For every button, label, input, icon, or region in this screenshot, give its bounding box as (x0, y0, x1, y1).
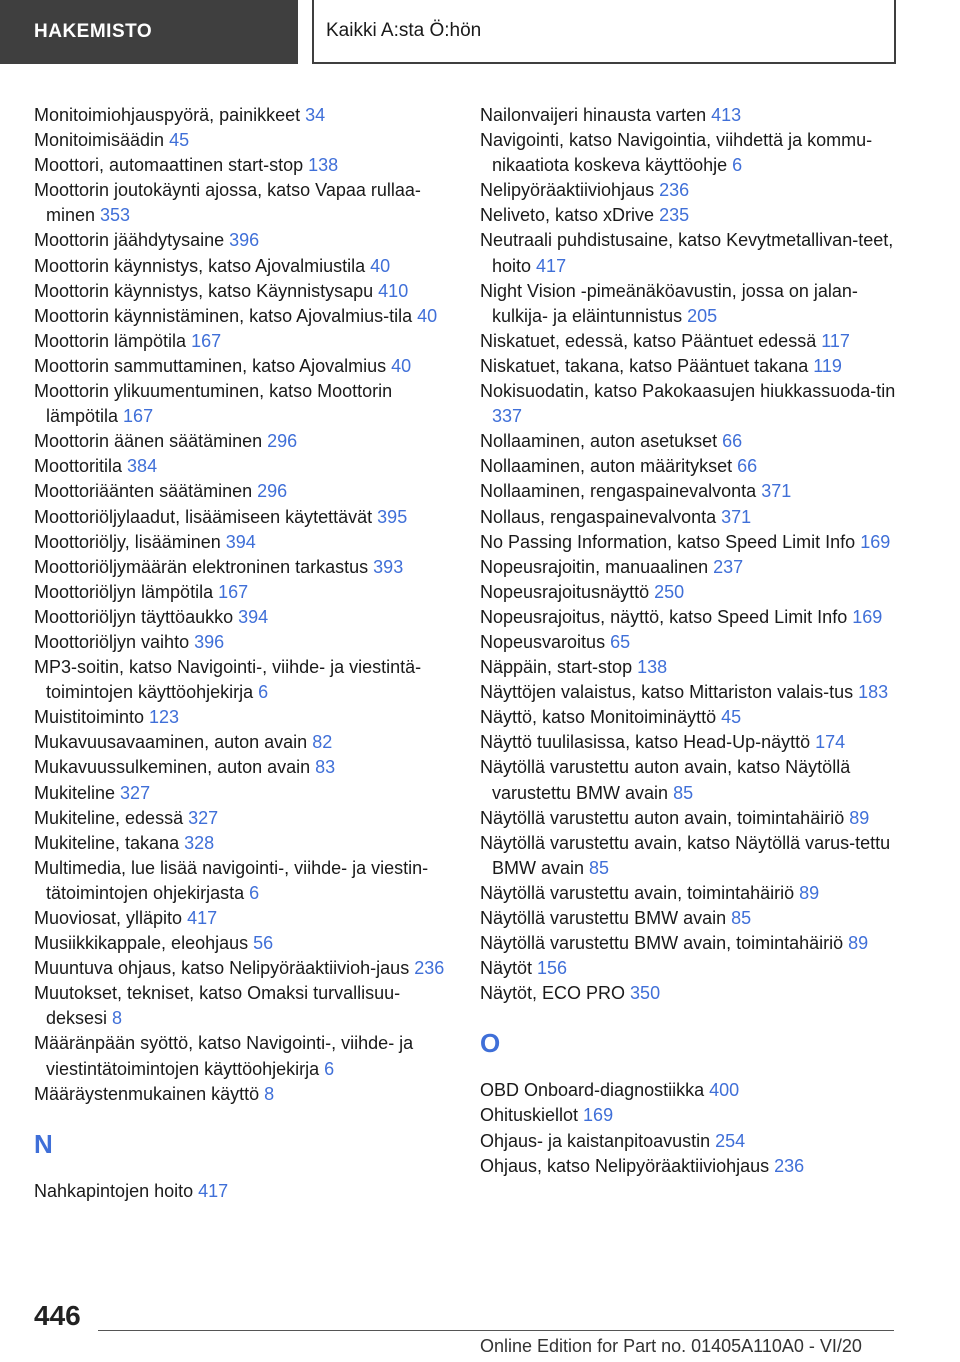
page-reference-link[interactable]: 167 (191, 330, 222, 351)
page-reference-link[interactable]: 66 (737, 456, 758, 477)
index-entry-text: Nelipyöräaktiiviohjaus (480, 180, 660, 201)
index-entry (34, 705, 454, 730)
index-entry-text: Näyttö tuulilasissa, katso Head-Up-näyttö (480, 732, 816, 753)
page-reference-link[interactable]: 371 (761, 481, 792, 502)
page-reference-link[interactable]: 237 (713, 556, 744, 577)
index-entry (480, 680, 900, 705)
index-entry (34, 379, 454, 429)
index-entry-text: Näytöllä varustettu avain, katso Näytöllä varus-tettu BMW avain (480, 832, 891, 878)
page-reference-link[interactable]: 417 (187, 908, 218, 928)
index-entry-text: Ohjaus, katso Nelipyöräaktiiviohjaus (480, 1155, 775, 1176)
index-entry (480, 630, 900, 655)
edition-footer: Online Edition for Part no. 01405A110A0 - VI/20 (480, 1336, 862, 1356)
index-entry-text: Mukiteline (34, 782, 121, 803)
index-entry (480, 505, 900, 530)
index-entry-text: Night Vision -pimeänäköavustin, jossa on jalan-kulkija- ja eläintunnistus (480, 280, 858, 326)
index-entry (34, 354, 454, 379)
page-reference-link[interactable]: 183 (858, 682, 889, 703)
index-entry (480, 1129, 900, 1154)
index-entry-text: Moottorin käynnistys, katso Ajovalmiustila (34, 255, 371, 276)
page-reference-link[interactable]: 327 (188, 807, 219, 828)
page-reference-link[interactable]: 82 (312, 732, 333, 753)
page-reference-link[interactable]: 56 (253, 933, 274, 954)
index-entry (480, 203, 900, 228)
index-entry-text: Näytöllä varustettu auton avain, toimintahäiriö (480, 807, 850, 828)
index-entry-text: Nopeusrajoitus, näyttö, katso Speed Limit Info (480, 606, 853, 627)
index-entry-text: Moottoriöljy, lisääminen (34, 531, 226, 552)
index-entry (34, 655, 454, 705)
index-entry-text: Muoviosat, ylläpito (34, 908, 188, 928)
index-entry-text: Nollaaminen, auton määritykset (480, 456, 738, 477)
index-entry-text: Näytöllä varustettu avain, toimintahäiriö (480, 882, 800, 903)
index-entry (34, 1179, 454, 1204)
page-reference-link[interactable]: 393 (373, 556, 404, 577)
index-entry-text: Monitoimisäädin (34, 130, 170, 151)
page-reference-link[interactable]: 8 (264, 1083, 275, 1104)
index-entry-text: Määräystenmukainen käyttö (34, 1083, 265, 1104)
page-reference-link[interactable]: 417 (198, 1180, 229, 1201)
index-entry-text: No Passing Information, katso Speed Limit Info (480, 531, 861, 552)
index-entry (34, 781, 454, 806)
index-entry-text: Multimedia, lue lisää navigointi-, viihde- ja viestin-tätoimintojen ohjekirjasta (34, 857, 429, 903)
index-entry (480, 806, 900, 831)
index-entry-text: Mukavuusavaaminen, auton avain (34, 732, 313, 753)
page-reference-link[interactable]: 353 (100, 205, 131, 226)
index-entry (34, 454, 454, 479)
index-entry (480, 1103, 900, 1128)
index-entry (480, 730, 900, 755)
index-entry (480, 178, 900, 203)
index-entry-text: Nollaaminen, rengaspainevalvonta (480, 481, 762, 502)
index-entry-text: Moottoriöljyn vaihto (34, 631, 195, 652)
page-reference-link[interactable]: 350 (630, 983, 661, 1004)
page-reference-link[interactable]: 45 (721, 707, 742, 728)
page-reference-link[interactable]: 174 (815, 732, 846, 753)
index-entry (480, 354, 900, 379)
index-entry-text: Näyttö, katso Monitoiminäyttö (480, 707, 722, 728)
index-entry-text: Nahkapintojen hoito (34, 1180, 199, 1201)
index-entry-text: Mukiteline, takana (34, 832, 185, 853)
page-reference-link[interactable]: 65 (610, 631, 631, 652)
index-entry (34, 555, 454, 580)
index-entry-text: Näppäin, start-stop (480, 657, 638, 678)
index-entry (34, 530, 454, 555)
page-reference-link[interactable]: 6 (732, 155, 743, 176)
page-reference-link[interactable]: 85 (673, 782, 694, 803)
index-entry (34, 605, 454, 630)
page-reference-link[interactable]: 328 (184, 832, 215, 853)
index-entry (34, 580, 454, 605)
page-reference-link[interactable]: 396 (229, 230, 260, 251)
page-reference-link[interactable]: 169 (860, 531, 891, 552)
index-column-left (34, 103, 454, 1204)
page-reference-link[interactable]: 117 (821, 330, 850, 351)
page-reference-link[interactable]: 34 (305, 105, 326, 125)
index-column-right (480, 103, 900, 1179)
page-reference-link[interactable]: 417 (536, 255, 567, 276)
index-entry (34, 329, 454, 354)
page-reference-link[interactable]: 371 (721, 506, 752, 527)
page-reference-link[interactable]: 40 (370, 255, 391, 276)
index-entry-text: Moottorin ylikuumentuminen, katso Moottorin lämpötila (34, 381, 393, 427)
index-entry (34, 956, 454, 981)
index-entry (480, 831, 900, 881)
page-reference-link[interactable]: 169 (852, 606, 883, 627)
page-reference-link[interactable]: 6 (324, 1058, 335, 1079)
page-reference-link[interactable]: 413 (711, 105, 742, 125)
index-entry-text: Moottoriöljyn täyttöaukko (34, 606, 239, 627)
index-entry (480, 580, 900, 605)
page-reference-link[interactable]: 8 (112, 1008, 123, 1029)
page-reference-link[interactable]: 66 (722, 431, 743, 452)
index-entry (480, 103, 900, 128)
index-entry-text: Muuntuva ohjaus, katso Nelipyöräaktiivioh-jaus (34, 958, 415, 979)
index-entry-text: Moottorin sammuttaminen, katso Ajovalmius (34, 355, 392, 376)
index-entry (480, 329, 900, 354)
index-entry-text: Mukiteline, edessä (34, 807, 189, 828)
page-reference-link[interactable]: 167 (123, 406, 154, 427)
index-entry-text: Moottorin jäähdytysaine (34, 230, 230, 251)
page-header (0, 0, 960, 66)
index-entry (34, 479, 454, 504)
index-entry (34, 1082, 454, 1107)
index-entry-text: Navigointi, katso Navigointia, viihdettä ja kommu-nikaatiota koskeva käyttöohje (480, 130, 873, 176)
page-reference-link[interactable]: 236 (659, 180, 690, 201)
page-reference-link[interactable]: 384 (127, 456, 158, 477)
index-entry-text: Moottori, automaattinen start-stop (34, 155, 309, 176)
page-reference-link[interactable]: 167 (218, 581, 249, 602)
index-entry (480, 881, 900, 906)
index-entry-text: Moottorin käynnistys, katso Käynnistysapu (34, 280, 379, 301)
page-reference-link[interactable]: 138 (308, 155, 339, 176)
page-reference-link[interactable]: 45 (169, 130, 190, 151)
index-entry (34, 178, 454, 228)
footer-divider (98, 1330, 894, 1331)
index-entry (480, 279, 900, 329)
page-reference-link[interactable]: 296 (257, 481, 288, 502)
index-entry-list (480, 1078, 900, 1178)
page-reference-link[interactable]: 254 (715, 1130, 746, 1151)
index-entry-text: Näytöllä varustettu auton avain, katso Näytöllä varustettu BMW avain (480, 757, 851, 803)
index-entry-list (480, 103, 900, 1006)
index-entry-text: Näytöt (480, 958, 538, 979)
index-entry-text: Näytöllä varustettu BMW avain, toimintahäiriö (480, 933, 849, 954)
index-entry (480, 981, 900, 1006)
index-entry-text: MP3-soitin, katso Navigointi-, viihde- ja viestintä-toimintojen käyttöohjekirja (34, 657, 422, 703)
page-reference-link[interactable]: 40 (391, 355, 412, 376)
index-entry (34, 856, 454, 906)
index-entry (34, 755, 454, 780)
index-entry-text: Moottorin lämpötila (34, 330, 192, 351)
index-entry-text: Neliveto, katso xDrive (480, 205, 660, 226)
index-entry (34, 730, 454, 755)
index-entry (34, 228, 454, 253)
index-entry (480, 228, 900, 278)
page-reference-link[interactable]: 236 (414, 958, 445, 979)
page-reference-link[interactable]: 236 (774, 1155, 805, 1176)
page-reference-link[interactable]: 6 (258, 682, 269, 703)
page-reference-link[interactable]: 337 (492, 406, 523, 427)
page-reference-link[interactable]: 296 (267, 431, 298, 452)
index-entry-text: Ohjaus- ja kaistanpitoavustin (480, 1130, 716, 1151)
index-entry-text: Nollaaminen, auton asetukset (480, 431, 723, 452)
index-entry-text: Näyttöjen valaistus, katso Mittariston valais-tus (480, 682, 859, 703)
index-entry-text: Niskatuet, edessä, katso Pääntuet edessä (480, 330, 822, 351)
index-entry (480, 429, 900, 454)
index-entry-text: Niskatuet, takana, katso Pääntuet takana (480, 355, 814, 376)
page-reference-link[interactable]: 123 (149, 707, 180, 728)
index-entry-text: Moottoriäänten säätäminen (34, 481, 258, 502)
index-entry-text: OBD Onboard-diagnostiikka (480, 1080, 710, 1101)
index-entry (480, 605, 900, 630)
index-entry (480, 755, 900, 805)
index-entry (34, 103, 454, 128)
page-reference-link[interactable]: 250 (654, 581, 685, 602)
index-entry (34, 128, 454, 153)
page-reference-link[interactable]: 6 (249, 882, 260, 903)
index-entry (480, 1154, 900, 1179)
index-entry (480, 931, 900, 956)
page-reference-link[interactable]: 156 (537, 958, 568, 979)
page-reference-link[interactable]: 169 (583, 1105, 614, 1126)
page-reference-link[interactable]: 235 (659, 205, 690, 226)
index-entry (480, 530, 900, 555)
index-entry (34, 279, 454, 304)
index-entry (34, 931, 454, 956)
page-reference-link[interactable]: 138 (637, 657, 668, 678)
index-entry (480, 655, 900, 680)
index-entry-text: Nokisuodatin, katso Pakokaasujen hiukkassuoda-tin (480, 381, 896, 402)
index-entry (34, 1031, 454, 1081)
index-entry (480, 128, 900, 178)
index-entry-text: Nopeusrajoitusnäyttö (480, 581, 655, 602)
index-entry (34, 630, 454, 655)
index-entry (480, 555, 900, 580)
page-number: 446 (34, 1300, 81, 1331)
page-reference-link[interactable]: 83 (315, 757, 336, 778)
page-reference-link[interactable]: 89 (849, 807, 870, 828)
index-entry-text: Musiikkikappale, eleohjaus (34, 933, 254, 954)
index-entry (480, 956, 900, 981)
index-entry-text: Moottoritila (34, 456, 128, 477)
index-entry (480, 479, 900, 504)
index-entry-text: Muistitoiminto (34, 707, 150, 728)
index-entry-text: Moottoriöljyn lämpötila (34, 581, 219, 602)
index-entry-text: Moottoriöljymäärän elektroninen tarkastus (34, 556, 374, 577)
section-letter: O (480, 1028, 501, 1059)
page-reference-link[interactable]: 85 (731, 908, 752, 928)
page-reference-link[interactable]: 400 (709, 1080, 740, 1101)
index-entry-text: Moottorin käynnistäminen, katso Ajovalmius-tila (34, 305, 418, 326)
index-entry (480, 705, 900, 730)
index-entry (480, 906, 900, 931)
index-entry-text: Näytöllä varustettu BMW avain (480, 908, 732, 928)
page-reference-link[interactable]: 205 (687, 305, 718, 326)
index-entry-list (34, 103, 454, 1107)
page-reference-link[interactable]: 410 (378, 280, 409, 301)
index-entry (34, 505, 454, 530)
page-reference-link[interactable]: 394 (225, 531, 256, 552)
index-entry-text: Nollaus, rengaspainevalvonta (480, 506, 722, 527)
page-reference-link[interactable]: 85 (589, 857, 610, 878)
index-entry-text: Ohituskiellot (480, 1105, 584, 1126)
index-entry (480, 379, 900, 429)
page-reference-link[interactable]: 327 (120, 782, 151, 803)
index-entry-text: Nopeusvaroitus (480, 631, 611, 652)
index-entry (34, 254, 454, 279)
section-letter: N (34, 1128, 53, 1159)
section-tab[interactable]: HAKEMISTO (0, 0, 298, 64)
index-entry-text: Muutokset, tekniset, katso Omaksi turvallisuu-deksesi (34, 983, 401, 1029)
index-entry (34, 981, 454, 1031)
page-reference-link[interactable]: 89 (799, 882, 820, 903)
page-reference-link[interactable]: 89 (848, 933, 869, 954)
index-entry-text: Näytöt, ECO PRO (480, 983, 631, 1004)
index-entry-text: Moottorin joutokäynti ajossa, katso Vapaa rullaa-minen (34, 180, 421, 226)
section-subtitle: Kaikki A:sta Ö:hön (312, 0, 896, 64)
page-reference-link[interactable]: 395 (377, 506, 408, 527)
index-entry-text: Monitoimiohjauspyörä, painikkeet (34, 105, 306, 125)
page-reference-link[interactable]: 396 (194, 631, 225, 652)
index-entry-text: Moottoriöljylaadut, lisäämiseen käytettävät (34, 506, 378, 527)
index-entry (480, 454, 900, 479)
index-entry-text: Moottorin äänen säätäminen (34, 431, 268, 452)
index-entry-text: Neutraali puhdistusaine, katso Kevytmetallivan-teet, hoito (480, 230, 894, 276)
index-entry (34, 304, 454, 329)
page-reference-link[interactable]: 40 (417, 305, 438, 326)
index-entry-list (34, 1179, 454, 1204)
index-entry (34, 153, 454, 178)
page-reference-link[interactable]: 394 (238, 606, 269, 627)
index-entry (34, 806, 454, 831)
index-entry (34, 831, 454, 856)
index-entry (34, 429, 454, 454)
index-entry-text: Mukavuussulkeminen, auton avain (34, 757, 316, 778)
index-entry (480, 1078, 900, 1103)
index-entry (34, 906, 454, 931)
index-entry-text: Nopeusrajoitin, manuaalinen (480, 556, 714, 577)
page-reference-link[interactable]: 119 (813, 355, 842, 376)
index-entry-text: Nailonvaijeri hinausta varten (480, 105, 712, 125)
index-entry-text: Määränpään syöttö, katso Navigointi-, viihde- ja viestintätoimintojen käyttöohjekirja (34, 1033, 414, 1079)
